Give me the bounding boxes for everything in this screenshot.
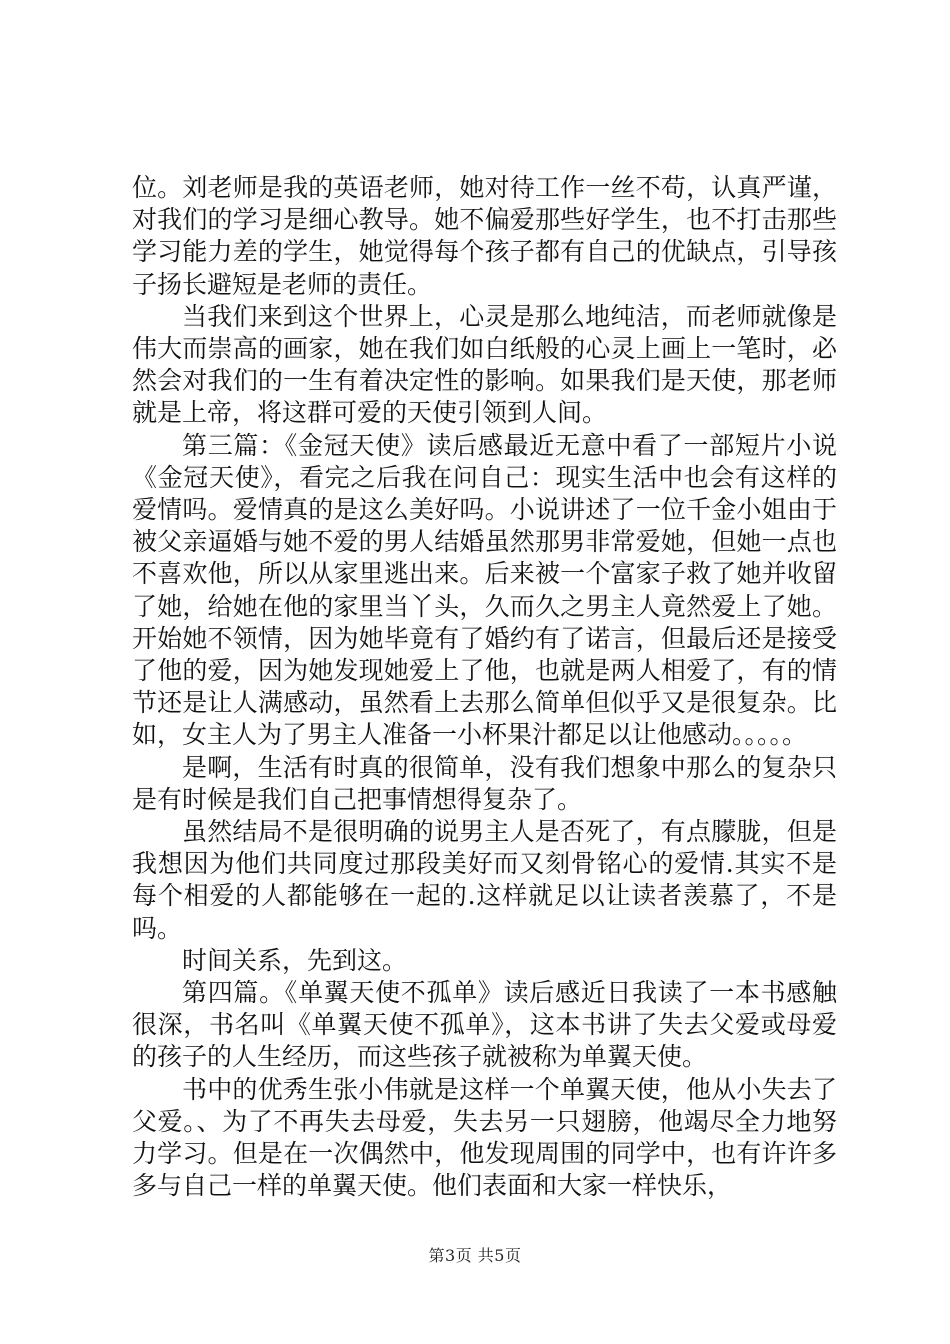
paragraph-2: 当我们来到这个世界上，心灵是那么地纯洁，而老师就像是伟大而崇高的画家，她在我们如白纸般的心灵上画上一笔时，必然会对我们的一生有着决定性的影响。如果我们是天使，那老师就是上帝，将这群可爱的天使引领到人间。 bbox=[132, 301, 837, 428]
paragraph-1: 位。刘老师是我的英语老师，她对待工作一丝不苟，认真严谨，对我们的学习是细心教导。她不偏爱那些好学生，也不打击那些学习能力差的学生，她觉得每个孩子都有自己的优缺点，引导孩子扬长避短是老师的责任。 bbox=[132, 173, 837, 299]
paragraph-6: 时间关系，先到这。 bbox=[182, 945, 408, 975]
paragraph-4: 是啊，生活有时真的很简单，没有我们想象中那么的复杂只是有时候是我们自己把事情想得复杂了。 bbox=[132, 752, 837, 814]
document-body bbox=[132, 172, 837, 1203]
paragraph-7: 第四篇。《单翼天使不孤单》读后感近日我读了一本书感触很深，书名叫《单翼天使不孤单》，这本书讲了失去父爱或母爱的孩子的人生经历，而这些孩子就被称为单翼天使。 bbox=[132, 978, 837, 1072]
paragraph-5: 虽然结局不是很明确的说男主人是否死了，有点朦胧，但是我想因为他们共同度过那段美好而又刻骨铭心的爱情.其实不是每个相爱的人都能够在一起的.这样就足以让读者羡慕了，不是吗。 bbox=[132, 817, 837, 943]
page-number-footer: 第3页 共5页 bbox=[428, 1246, 522, 1265]
paragraph-3: 第三篇：《金冠天使》读后感最近无意中看了一部短片小说《金冠天使》，看完之后我在问自己：现实生活中也会有这样的爱情吗。爱情真的是这么美好吗。小说讲述了一位千金小姐由于被父亲逼婚与她不爱的男人结婚虽然那男非常爱她，但她一点也不喜欢他，所以从家里逃出来。后来被一个富家子救了她并收留了她，给她在他的家里当丫头，久而久之男主人竟然爱上了她。开始她不领情，因为她毕竟有了婚约有了诺言，但最后还是接受了他的爱，因为她发现她爱上了他，也就是两人相爱了，有的情节还是让人满感动，虽然看上去那么简单但似乎又是很复杂。比如，女主人为了男主人准备一小杯果汁都足以让他感动。。。。。 bbox=[132, 430, 837, 750]
paragraph-8: 书中的优秀生张小伟就是这样一个单翼天使，他从小失去了父爱。、为了不再失去母爱，失去另一只翅膀，他竭尽全力地努力学习。但是在一次偶然中，他发现周围的同学中，也有许许多多与自己一样的单翼天使。他们表面和大家一样快乐， bbox=[132, 1074, 837, 1201]
